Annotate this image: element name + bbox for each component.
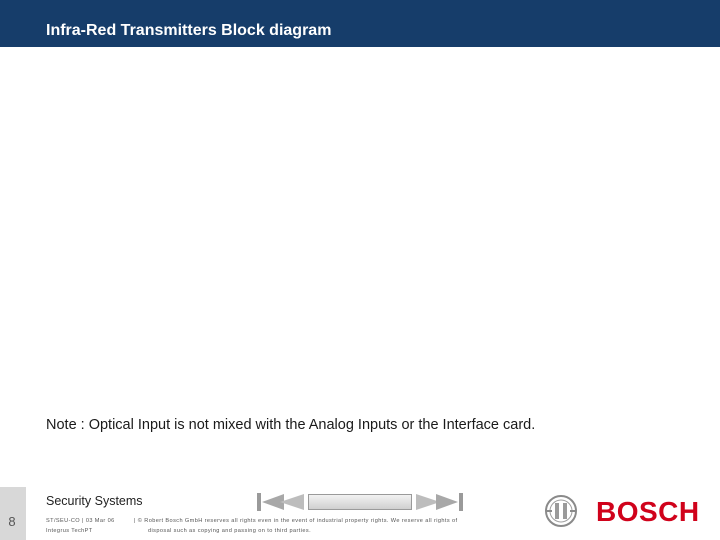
- page-number: 8: [8, 514, 16, 529]
- note-text: Note : Optical Input is not mixed with the Analog Inputs or the Interface card.: [46, 417, 536, 433]
- bosch-logo: BOSCH: [596, 496, 700, 527]
- division-name: Security Systems: [46, 494, 143, 508]
- skip-first-icon[interactable]: [256, 492, 308, 512]
- slide-title: Infra-Red Transmitters Block diagram: [46, 22, 332, 39]
- copyright-line-2: disposal such as copying and passing on to third parties.: [148, 528, 312, 534]
- slide-progress-track[interactable]: [308, 494, 412, 510]
- bosch-armature-icon: [544, 494, 578, 528]
- slide-navigation: [256, 492, 466, 512]
- copyright-line-1: | © Robert Bosch GmbH reserves all rights even in the event of industrial property rights. We reserve all rights of: [134, 518, 458, 524]
- skip-last-icon[interactable]: [414, 492, 466, 512]
- file-name: Integrus TechPT: [46, 528, 93, 534]
- department-date: ST/SEU-CO | 03 Mar 06: [46, 518, 115, 524]
